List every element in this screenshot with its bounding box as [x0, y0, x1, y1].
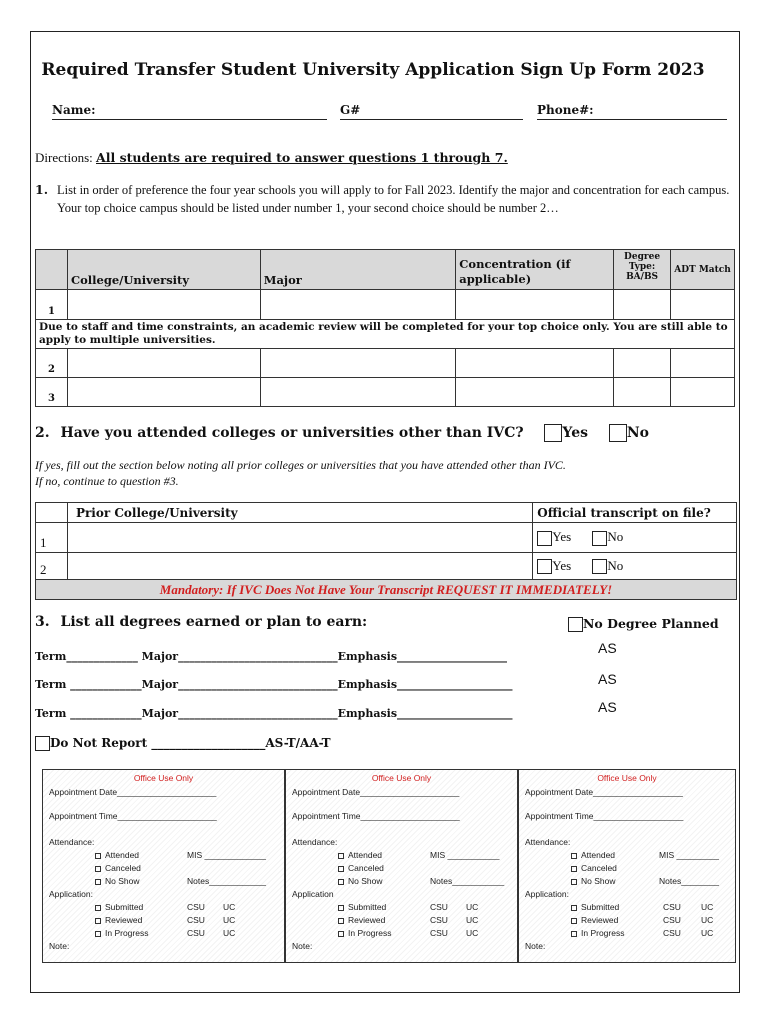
csu-label: CSU: [430, 928, 448, 938]
row-number-header: [36, 250, 68, 290]
row-number: 1: [36, 290, 68, 320]
transcript-cell: [533, 553, 737, 580]
note-label: Note:: [49, 941, 70, 951]
question-3-number: 3.: [35, 614, 50, 630]
college-cell[interactable]: [67, 378, 260, 407]
canceled-label: Canceled: [105, 863, 141, 873]
question-1-text: List in order of preference the four year schools you will apply to for Fall 2023. Identify the major and concentration for each campus. Your top choice campus should be listed under number 1, your second choice should be number 2…: [57, 183, 730, 215]
notes-label: Notes: [430, 876, 453, 886]
csu-label: CSU: [663, 928, 681, 938]
degree-type-header: Degree Type: BA/BS: [614, 250, 671, 290]
degree-line-3[interactable]: Term _____________Major_____________________________Emphasis_____________________: [35, 707, 513, 720]
row-number: 2: [36, 553, 68, 580]
question-2-number: 2.: [35, 425, 50, 441]
concentration-header: Concentration (if applicable): [456, 250, 614, 290]
in-progress-label: In Progress: [348, 928, 392, 938]
csu-label: CSU: [187, 928, 205, 938]
table-row: [36, 290, 735, 320]
appointment-date-label: Appointment Date: [525, 787, 594, 797]
uc-label: UC: [701, 915, 714, 925]
application-label: Application: [292, 889, 334, 899]
appointment-time-label: Appointment Time: [292, 811, 361, 821]
do-not-report-checkbox[interactable]: [35, 736, 50, 751]
prior-college-cell[interactable]: [67, 523, 532, 553]
csu-label: CSU: [430, 902, 448, 912]
office-use-header: Office Use Only: [597, 773, 657, 783]
transcript-yes-checkbox[interactable]: [537, 559, 552, 574]
do-not-report-label: Do Not Report ___________________AS-T/AA-T: [50, 736, 331, 750]
do-not-report-option: [35, 736, 331, 751]
transcript-no-label: No: [607, 529, 624, 545]
major-cell[interactable]: [260, 349, 456, 378]
college-cell[interactable]: [67, 349, 260, 378]
appointment-time-field[interactable]: Appointment Time_____________________: [49, 811, 217, 821]
question-1-number: 1.: [35, 182, 49, 197]
transcript-header: Official transcript on file?: [533, 503, 737, 523]
no-show-label: No Show: [348, 876, 383, 886]
application-label: Application:: [525, 889, 569, 899]
in-progress-checkbox[interactable]: [95, 931, 101, 937]
uc-label: UC: [223, 928, 236, 938]
appointment-date-label: Appointment Date: [292, 787, 361, 797]
form-title: Required Transfer Student University Application Sign Up Form 2023: [41, 60, 705, 80]
notes-field[interactable]: Notes___________: [430, 876, 505, 886]
mis-field[interactable]: MIS ___________: [430, 850, 500, 860]
table-row: [36, 523, 737, 553]
reviewed-checkbox[interactable]: [338, 918, 344, 924]
office-use-box: [42, 769, 285, 963]
application-label: Application:: [49, 889, 93, 899]
row-number-header: [36, 503, 68, 523]
attendance-label: Attendance:: [525, 837, 571, 847]
table-row: [36, 553, 737, 580]
no-show-label: No Show: [581, 876, 616, 886]
question-3: [35, 614, 367, 630]
table-row: [36, 378, 735, 407]
attended-label: Attended: [348, 850, 383, 860]
no-degree-label: No Degree Planned: [583, 616, 719, 631]
question-2-text: Have you attended colleges or universities other than IVC?: [60, 425, 524, 441]
mandatory-transcript-notice: Mandatory: If IVC Does Not Have Your Transcript REQUEST IT IMMEDIATELY!: [36, 580, 737, 600]
mis-field[interactable]: MIS _________: [659, 850, 720, 860]
submitted-label: Submitted: [348, 902, 387, 912]
submitted-checkbox[interactable]: [571, 905, 577, 911]
office-use-header: Office Use Only: [371, 773, 432, 783]
gnumber-field[interactable]: [340, 103, 523, 120]
csu-label: CSU: [663, 915, 681, 925]
appointment-time-label: Appointment Time: [49, 811, 118, 821]
degree-line-2[interactable]: Term _____________Major_____________________________Emphasis_____________________: [35, 678, 513, 691]
degree-value-3: AS: [598, 699, 617, 715]
submitted-label: Submitted: [105, 902, 144, 912]
name-field[interactable]: [52, 103, 327, 120]
attended-label: Attended: [581, 850, 616, 860]
prior-college-header: Prior College/University: [67, 503, 532, 523]
mis-label: MIS: [187, 850, 203, 860]
appointment-date-field[interactable]: Appointment Date___________________: [525, 787, 683, 797]
transcript-yes-checkbox[interactable]: [537, 531, 552, 546]
in-progress-checkbox[interactable]: [338, 931, 344, 937]
q2-note-yes: If yes, fill out the section below noting all prior colleges or universities that you have attended other than IVC.: [35, 458, 566, 472]
transcript-no-label: No: [607, 557, 624, 573]
uc-label: UC: [701, 902, 714, 912]
in-progress-checkbox[interactable]: [571, 931, 577, 937]
attended-label: Attended: [105, 850, 140, 860]
canceled-label: Canceled: [581, 863, 617, 873]
directions-prefix: Directions:: [35, 150, 93, 165]
attended-checkbox[interactable]: [338, 853, 344, 859]
office-use-header: Office Use Only: [133, 773, 194, 783]
q2-yes-checkbox[interactable]: [544, 424, 562, 442]
attendance-label: Attendance:: [292, 837, 338, 847]
reviewed-label: Reviewed: [348, 915, 386, 925]
q2-no-label: No: [626, 425, 650, 441]
no-degree-option: [568, 616, 719, 632]
schools-table: [35, 249, 735, 407]
degree-value-2: AS: [598, 671, 617, 687]
reviewed-checkbox[interactable]: [571, 918, 577, 924]
q2-yes-label: Yes: [562, 425, 588, 441]
gnumber-label: G#: [340, 103, 361, 117]
major-header: Major: [260, 250, 456, 290]
uc-label: UC: [701, 928, 714, 938]
transcript-no-checkbox[interactable]: [592, 531, 607, 546]
q2-note-no: If no, continue to question #3.: [35, 474, 179, 488]
adt-match-cell[interactable]: [671, 378, 735, 407]
appointment-time-label: Appointment Time: [525, 811, 594, 821]
office-use-box: [285, 769, 518, 963]
question-3-text: List all degrees earned or plan to earn:: [60, 614, 368, 630]
transcript-yes-label: Yes: [552, 529, 572, 545]
degree-type-cell[interactable]: [614, 290, 671, 320]
adt-match-cell[interactable]: [671, 290, 735, 320]
appointment-date-field[interactable]: Appointment Date_____________________: [49, 787, 217, 797]
prior-colleges-table: [35, 502, 737, 600]
row-number: 2: [36, 349, 68, 378]
appointment-time-field[interactable]: Appointment Time___________________: [525, 811, 684, 821]
question-1: [35, 181, 735, 217]
row-number: 1: [36, 523, 68, 553]
major-cell[interactable]: [260, 378, 456, 407]
reviewed-checkbox[interactable]: [95, 918, 101, 924]
transcript-yes-label: Yes: [552, 557, 572, 573]
uc-label: UC: [223, 915, 236, 925]
csu-label: CSU: [187, 915, 205, 925]
phone-label: Phone#:: [537, 103, 594, 117]
appointment-date-field[interactable]: Appointment Date_____________________: [292, 787, 460, 797]
submitted-checkbox[interactable]: [95, 905, 101, 911]
no-show-checkbox[interactable]: [338, 879, 344, 885]
submitted-label: Submitted: [581, 902, 620, 912]
row-number: 3: [36, 378, 68, 407]
note-label: Note:: [292, 941, 313, 951]
no-show-label: No Show: [105, 876, 140, 886]
canceled-checkbox[interactable]: [338, 866, 344, 872]
degree-line-1[interactable]: Term_____________ Major_____________________________Emphasis____________________: [35, 650, 508, 663]
degree-value-1: AS: [598, 640, 617, 656]
attended-checkbox[interactable]: [571, 853, 577, 859]
prior-college-cell[interactable]: [67, 553, 532, 580]
no-show-checkbox[interactable]: [571, 879, 577, 885]
canceled-label: Canceled: [348, 863, 384, 873]
mis-label: MIS: [430, 850, 446, 860]
transcript-no-checkbox[interactable]: [592, 559, 607, 574]
canceled-checkbox[interactable]: [95, 866, 101, 872]
name-label: Name:: [52, 103, 96, 117]
transcript-cell: [533, 523, 737, 553]
notes-label: Notes: [659, 876, 682, 886]
attendance-label: Attendance:: [49, 837, 95, 847]
attended-checkbox[interactable]: [95, 853, 101, 859]
csu-label: CSU: [663, 902, 681, 912]
appointment-time-field[interactable]: Appointment Time_____________________: [292, 811, 460, 821]
table-row: [36, 349, 735, 378]
top-choice-note: Due to staff and time constraints, an academic review will be completed for your top choice only. You are still able to apply to multiple universities.: [36, 320, 735, 349]
degree-type-cell[interactable]: [614, 349, 671, 378]
submitted-checkbox[interactable]: [338, 905, 344, 911]
uc-label: UC: [466, 915, 479, 925]
degree-type-cell[interactable]: [614, 378, 671, 407]
college-cell[interactable]: [67, 290, 260, 320]
notes-field[interactable]: Notes____________: [187, 876, 266, 886]
appointment-date-label: Appointment Date: [49, 787, 118, 797]
phone-field[interactable]: [537, 103, 727, 120]
mis-field[interactable]: MIS _____________: [187, 850, 266, 860]
directions-text: All students are required to answer questions 1 through 7.: [96, 150, 508, 165]
in-progress-label: In Progress: [105, 928, 149, 938]
directions: [35, 150, 508, 166]
uc-label: UC: [466, 928, 479, 938]
uc-label: UC: [223, 902, 236, 912]
office-use-box: [518, 769, 736, 963]
concentration-cell[interactable]: [456, 378, 614, 407]
in-progress-label: In Progress: [581, 928, 625, 938]
no-degree-checkbox[interactable]: [568, 617, 583, 632]
question-2: [35, 424, 649, 442]
uc-label: UC: [466, 902, 479, 912]
q2-no-checkbox[interactable]: [609, 424, 627, 442]
reviewed-label: Reviewed: [105, 915, 143, 925]
notes-field[interactable]: Notes________: [659, 876, 720, 886]
csu-label: CSU: [187, 902, 205, 912]
adt-match-cell[interactable]: [671, 349, 735, 378]
table-note-row: [36, 320, 735, 349]
csu-label: CSU: [430, 915, 448, 925]
concentration-cell[interactable]: [456, 349, 614, 378]
major-cell[interactable]: [260, 290, 456, 320]
canceled-checkbox[interactable]: [571, 866, 577, 872]
note-label: Note:: [525, 941, 546, 951]
college-header: College/University: [67, 250, 260, 290]
adt-match-header: ADT Match: [671, 250, 735, 290]
notes-label: Notes: [187, 876, 210, 886]
concentration-cell[interactable]: [456, 290, 614, 320]
mis-label: MIS: [659, 850, 675, 860]
reviewed-label: Reviewed: [581, 915, 619, 925]
no-show-checkbox[interactable]: [95, 879, 101, 885]
